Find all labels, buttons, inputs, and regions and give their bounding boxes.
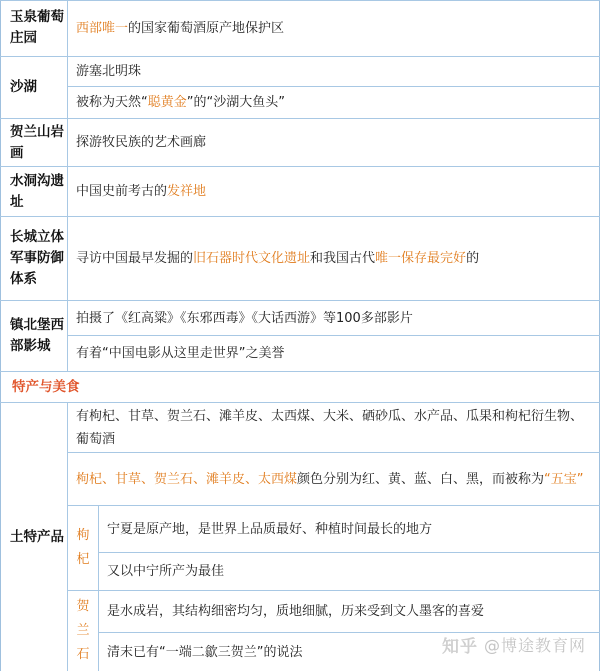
- row-content-zhenbeibao-1: 拍摄了《红高粱》《东邪西毒》《大话西游》等100多部影片: [76, 310, 413, 326]
- row-content-shuidonggou: [68, 167, 600, 216]
- row-label-yuquan: 玉泉葡萄庄园: [10, 9, 64, 46]
- sublabel-helanshi: 贺兰石: [76, 599, 90, 662]
- sublabel-gouqi: 枸杞: [76, 528, 90, 567]
- section-title: 特产与美食: [12, 378, 80, 395]
- body-text: 和我国古代: [310, 251, 376, 266]
- row-content-specialty-1: 有枸杞、甘草、贺兰石、滩羊皮、太西煤、大米、硒砂瓜、水产品、瓜果和枸杞衍生物、葡萄酒: [76, 408, 584, 447]
- watermark-handle: @博途教育网: [483, 636, 586, 655]
- row-content-helan: 探游牧民族的艺术画廊: [76, 135, 207, 150]
- row-content-shahu-2: [68, 87, 600, 118]
- row-content-shahu-1: 游塞北明珠: [76, 64, 142, 79]
- row-label-specialty: 土特产品: [10, 528, 64, 545]
- row-content-gouqi-1: 宁夏是原产地，是世界上品质最好、种植时间最长的地方: [107, 521, 433, 537]
- row-content-specialty-2: [68, 453, 600, 505]
- row-label-shuidonggou: 水洞沟遗址: [10, 172, 64, 210]
- row-content-helanshi-1: 是水成岩，其结构细密均匀，质地细腻，历来受到文人墨客的喜爱: [107, 604, 485, 619]
- highlight-text: “五宝”: [544, 471, 584, 487]
- highlight-text: 西部唯一: [76, 20, 129, 36]
- body-text: 颜色分别为红、黄、蓝、白、黑，而被称为: [297, 471, 545, 487]
- row-content-helanshi-2: 清末已有“一端二歙三贺兰”的说法: [107, 644, 303, 660]
- row-content-gouqi-2: 又以中宁所产为最佳: [107, 564, 225, 579]
- highlight-text: 旧石器时代文化遗址: [193, 251, 311, 266]
- body-text: 的: [466, 251, 480, 266]
- body-text: ”的“沙湖大鱼头”: [186, 95, 285, 110]
- highlight-text: 发祥地: [167, 184, 207, 199]
- watermark: [442, 632, 586, 657]
- row-label-changcheng: 长城立体军事防御体系: [10, 229, 64, 287]
- highlight-text: 唯一保存最完好: [375, 251, 467, 266]
- row-label-helan: 贺兰山岩画: [10, 123, 64, 161]
- row-label-shahu: 沙湖: [10, 79, 37, 95]
- row-label-zhenbeibao: 镇北堡西部影城: [10, 317, 64, 354]
- row-content-zhenbeibao-2: 有着“中国电影从这里走世界”之美誉: [76, 346, 285, 361]
- row-content-yuquan: [68, 0, 600, 56]
- highlight-text: 聪黄金: [147, 95, 187, 110]
- watermark-brand: 知乎: [441, 637, 478, 657]
- row-content-changcheng: [68, 217, 600, 300]
- body-text: 中国史前考古的: [76, 184, 168, 199]
- body-text: 寻访中国最早发掘的: [76, 251, 194, 266]
- highlight-text: 枸杞、甘草、贺兰石、滩羊皮、太西煤: [76, 471, 298, 487]
- body-text: 被称为天然“: [76, 95, 148, 110]
- body-text: 的国家葡萄酒原产地保护区: [128, 20, 285, 36]
